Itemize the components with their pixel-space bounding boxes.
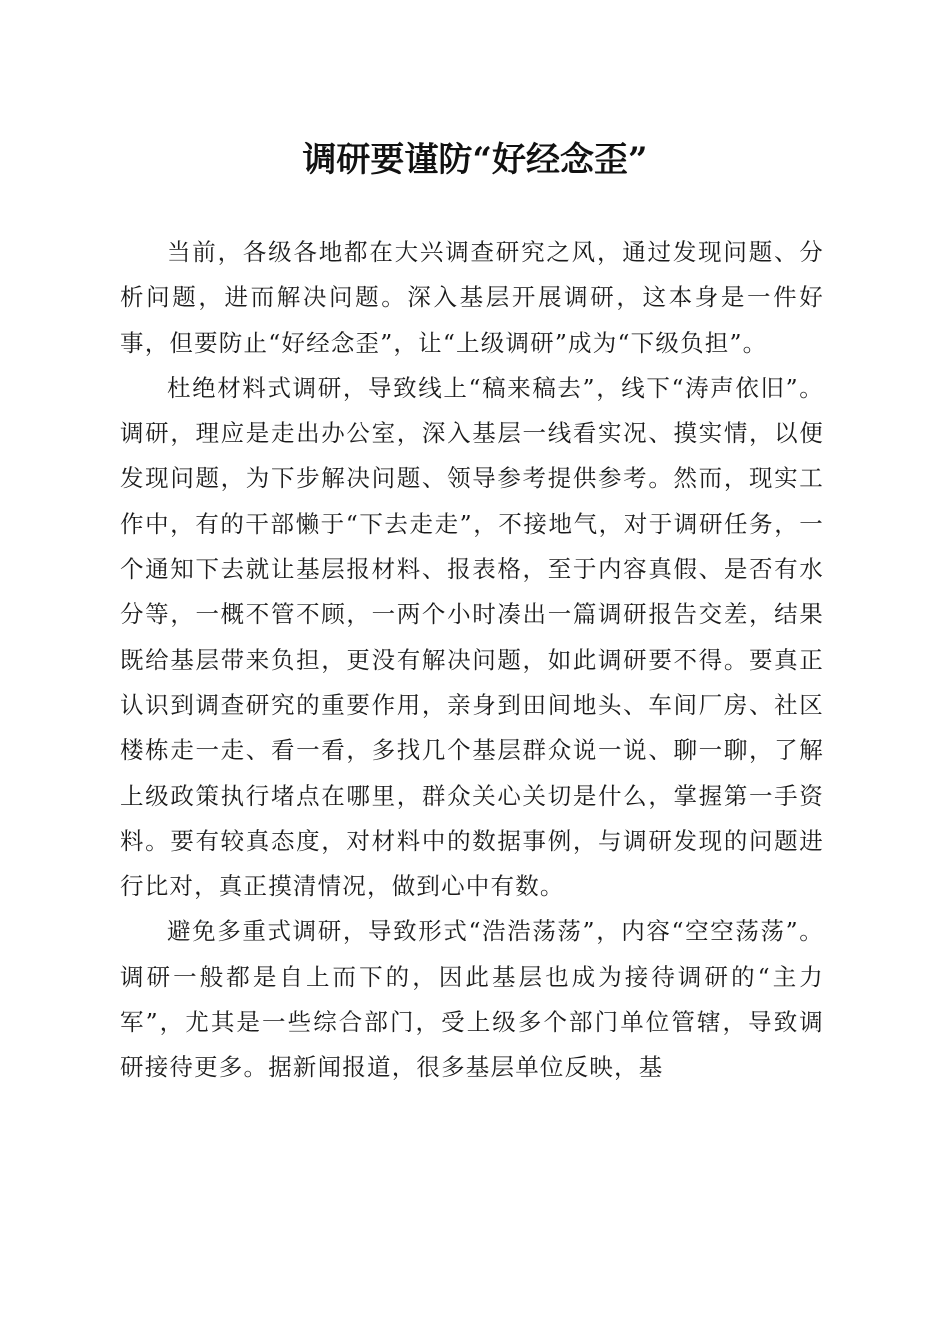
document-body	[120, 230, 824, 1091]
paragraph-1: 当前，各级各地都在大兴调查研究之风，通过发现问题、分析问题，进而解决问题。深入基层开展调研，这本身是一件好事，但要防止“好经念歪”，让“上级调研”成为“下级负担”。	[120, 238, 824, 357]
document-title: 调研要谨防“好经念歪”	[302, 140, 648, 180]
paragraph-3: 避免多重式调研，导致形式“浩浩荡荡”，内容“空空荡荡”。调研一般都是自上而下的，因此基层也成为接待调研的“主力军”，尤其是一些综合部门，受上级多个部门单位管辖，导致调研接待更多。据新闻报道，很多基层单位反映，基	[120, 917, 824, 1082]
paragraph-2: 杜绝材料式调研，导致线上“稿来稿去”，线下“涛声依旧”。调研，理应是走出办公室，深入基层一线看实况、摸实情，以便发现问题，为下步解决问题、领导参考提供参考。然而，现实工作中，有的干部懒于“下去走走”，不接地气，对于调研任务，一个通知下去就让基层报材料、报表格，至于内容真假、是否有水分等，一概不管不顾，一两个小时凑出一篇调研报告交差，结果既给基层带来负担，更没有解决问题，如此调研要不得。要真正认识到调查研究的重要作用，亲身到田间地头、车间厂房、社区楼栋走一走、看一看，多找几个基层群众说一说、聊一聊，了解上级政策执行堵点在哪里，群众关心关切是什么，掌握第一手资料。要有较真态度，对材料中的数据事例，与调研发现的问题进行比对，真正摸清情况，做到心中有数。	[120, 373, 824, 901]
